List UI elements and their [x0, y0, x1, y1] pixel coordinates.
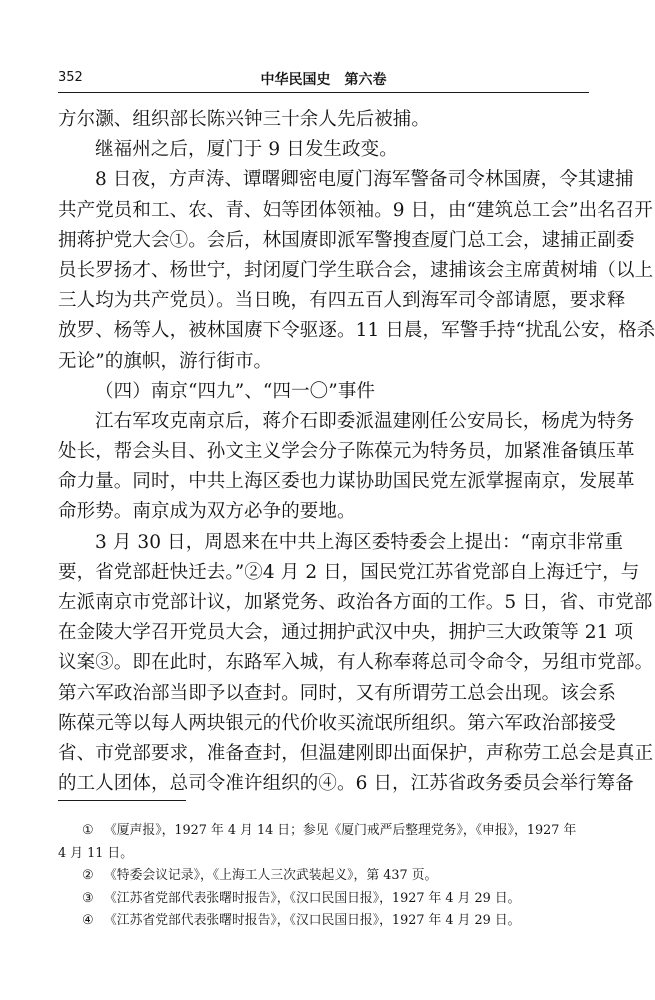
- body-line: 江右军攻克南京后，蒋介石即委派温建刚任公安局长，杨虎为特务: [95, 410, 635, 432]
- body-line: 8 日夜，方声涛、谭曙卿密电厦门海军警备司令林国赓，令其逮捕: [95, 169, 634, 191]
- body-line: 在金陵大学召开党员大会，通过拥护武汉中央，拥护三大政策等 21 项: [58, 622, 634, 644]
- body-line: 陈葆元等以每人两块银元的代价收买流氓所组织。第六军政治部接受: [58, 712, 617, 734]
- body-line: 省、市党部要求，准备查封，但温建刚即出面保护，声称劳工总会是真正: [58, 742, 654, 764]
- body-line: 员长罗扬才、杨世宁，封闭厦门学生联合会，逮捕该会主席黄树埔（以上: [58, 259, 654, 281]
- body-line: 共产党员和工、农、青、妇等团体领袖。9 日，由“建筑总工会”出名召开: [58, 199, 653, 221]
- footnotes: [58, 820, 589, 933]
- footnote-mark: ①: [82, 823, 94, 838]
- body-line: 左派南京市党部计议，加紧党务、政治各方面的工作。5 日，省、市党部: [58, 592, 653, 613]
- footnote: [58, 910, 589, 933]
- footnote: [58, 865, 589, 888]
- body-line: 的工人团体，总司令准许组织的④。6 日，江苏省政务委员会举行筹备: [58, 773, 634, 795]
- body-line: 三人均为共产党员）。当日晚，有四五百人到海军司令部请愿，要求释: [58, 290, 626, 312]
- body-line: 命形势。南京成为双方必争的要地。: [58, 501, 356, 523]
- body-line: 3 月 30 日，周恩来在中共上海区委特委会上提出：“南京非常重: [95, 531, 624, 553]
- body-line: 拥蒋护党大会①。会后，林国赓即派军警搜查厦门总工会，逮捕正副委: [58, 229, 635, 251]
- body-line: 继福州之后，厦门于 9 日发生政变。: [95, 139, 398, 161]
- footnote-continuation: 4 月 11 日。: [58, 845, 134, 861]
- footnote-text: 《特委会议记录》，《上海工人三次武装起义》，第 437 页。: [104, 868, 438, 883]
- body-line: 第六军政治部当即予以查封。同时，又有所谓劳工总会出现。该会系: [58, 682, 617, 704]
- footnote-mark: ④: [82, 913, 94, 928]
- body-line: 命力量。同时，中共上海区委也力谋协助国民党左派掌握南京，发展革: [58, 471, 635, 493]
- running-title: 中华民国史 第六卷: [260, 72, 387, 88]
- body-line: （四）南京“四九”、“四一〇”事件: [95, 380, 376, 402]
- body-line: 无论”的旗帜，游行街市。: [58, 350, 273, 372]
- running-header: [58, 70, 589, 93]
- footnote-mark: ③: [82, 890, 94, 906]
- footnote-text: 《厦声报》，1927 年 4 月 14 日；参见《厦门戒严后整理党务》，《申报》，1927 年: [104, 823, 577, 838]
- footnote-text: 《江苏省党部代表张曙时报告》，《汉口民国日报》，1927 年 4 月 29 日。: [104, 890, 521, 906]
- body-text: [58, 105, 655, 799]
- body-line: 放罗、杨等人，被林国赓下令驱逐。11 日晨，军警手持“扰乱公安，格杀: [58, 320, 655, 342]
- footnote: [58, 888, 589, 911]
- body-line: 方尔灏、组织部长陈兴钟三十余人先后被捕。: [58, 109, 431, 130]
- footnote-divider: [58, 800, 186, 801]
- body-line: 处长，帮会头目、孙文主义学会分子陈葆元为特务员，加紧准备镇压革: [58, 441, 635, 463]
- footnote-text: 《江苏省党部代表张曙时报告》，《汉口民国日报》，1927 年 4 月 29 日。: [104, 913, 521, 928]
- footnote-mark: ②: [82, 868, 94, 883]
- body-line: 要，省党部赶快迁去。”②4 月 2 日，国民党江苏省党部自上海迁宁，与: [58, 561, 640, 583]
- footnote: [58, 820, 589, 843]
- body-line: 议案③。即在此时，东路军入城，有人称奉蒋总司令命令，另组市党部。: [58, 652, 654, 674]
- page-number: 352: [58, 70, 83, 85]
